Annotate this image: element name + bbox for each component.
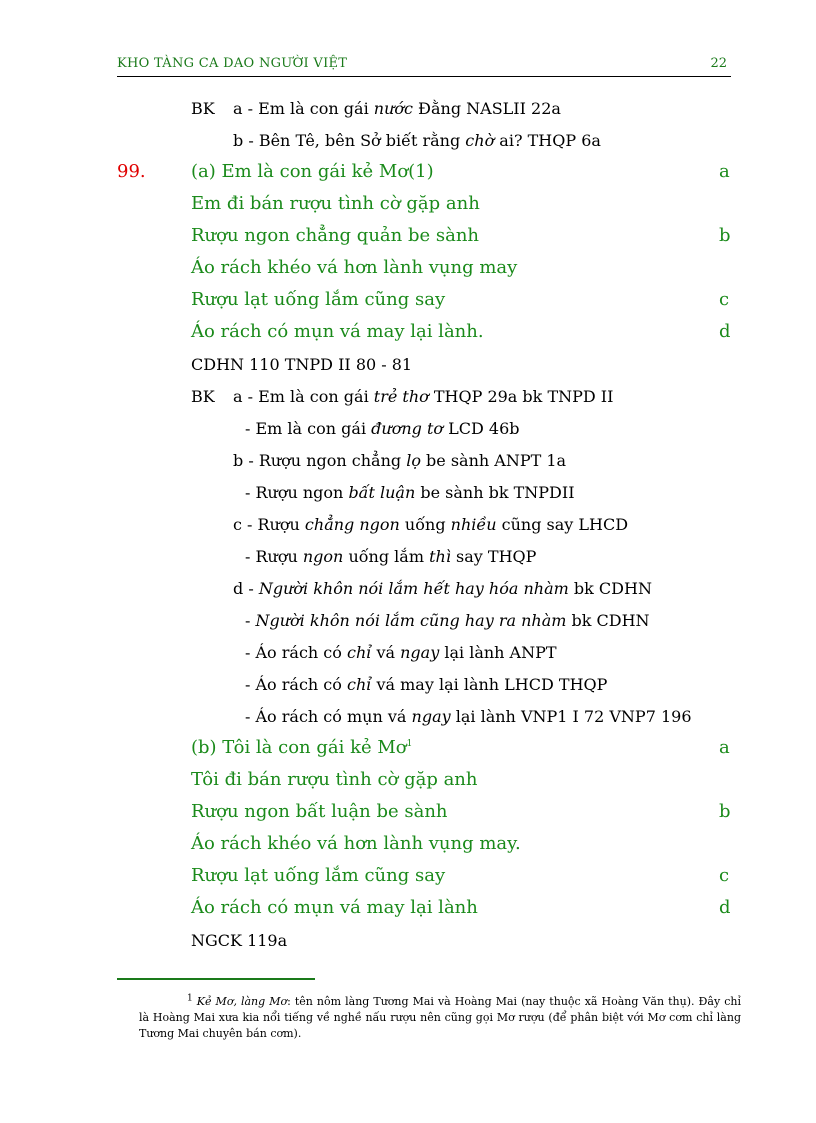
- source-ref: NGCK 119a: [191, 931, 288, 950]
- variant-line: - Rượu ngon bất luận be sành bk TNPDII: [245, 483, 575, 502]
- verse-mark: c: [719, 865, 730, 886]
- poem-line: Rượu lạt uống lắm cũng say: [191, 865, 446, 886]
- source-ref: CDHN 110 TNPD II 80 - 81: [191, 355, 413, 374]
- bk-label: BK: [191, 387, 215, 406]
- verse-mark: d: [719, 897, 731, 918]
- verse-mark: b: [719, 225, 731, 246]
- poem-line: Tôi đi bán rượu tình cờ gặp anh: [191, 769, 478, 790]
- poem-line: (b) Tôi là con gái kẻ $Mơ^1$: [191, 737, 413, 758]
- footnote-number: 1: [187, 993, 193, 1004]
- variant-line: - Em là con gái đương tơ LCD 46b: [245, 419, 520, 438]
- verse-mark: d: [719, 321, 731, 342]
- variant-line: c - Rượu chẳng ngon uống nhiều cũng say LHCD: [233, 515, 629, 534]
- poem-line: Áo rách khéo vá hơn lành vụng may: [191, 257, 518, 278]
- variant-line: a - Em là con gái nước Đằng NASLII 22a: [233, 99, 561, 118]
- footnote: [139, 994, 741, 1042]
- entry-number: 99.: [117, 161, 146, 182]
- page-number: 22: [710, 56, 727, 71]
- footnote-term: Kẻ Mơ, làng Mơ: [196, 995, 288, 1008]
- footnote-text: : tên nôm làng Tương Mai và Hoàng Mai (nay thuộc xã Hoàng Văn thụ). Đây chỉ là Hoàng Mai xưa kia nổi tiếng về nghề nấu rượu nên cũng gọi Mơ rượu (để phân biệt với Mơ cơm chỉ làng Tương Mai chuyên bán cơm).: [139, 995, 741, 1040]
- poem-line: Rượu lạt uống lắm cũng say: [191, 289, 446, 310]
- poem-line: Em đi bán rượu tình cờ gặp anh: [191, 193, 480, 214]
- verse-mark: a: [719, 161, 730, 182]
- poem-line: (a) Em là con gái kẻ Mơ(1): [191, 161, 434, 182]
- variant-line: - Áo rách có chỉ vá ngay lại lành ANPT: [245, 643, 557, 662]
- variant-line: - Áo rách có mụn vá ngay lại lành VNP1 I 72 VNP7 196: [245, 707, 692, 726]
- poem-line: Rượu ngon bất luận be sành: [191, 801, 448, 822]
- variant-line: - Rượu ngon uống lắm thì say THQP: [245, 547, 537, 566]
- variant-line: a - Em là con gái trẻ thơ THQP 29a bk TNPD II: [233, 387, 614, 406]
- footnote-divider: [117, 978, 315, 980]
- variant-line: b - Rượu ngon chẳng lọ be sành ANPT 1a: [233, 451, 567, 470]
- variant-line: - Áo rách có chỉ vá may lại lành LHCD THQP: [245, 675, 608, 694]
- variant-line: - Người khôn nói lắm cũng hay ra nhàm bk CDHN: [245, 611, 650, 630]
- variant-line: d - Người khôn nói lắm hết hay hóa nhàm bk CDHN: [233, 579, 652, 598]
- poem-line: Áo rách có mụn vá may lại lành: [191, 897, 478, 918]
- verse-mark: b: [719, 801, 731, 822]
- bk-label: BK: [191, 99, 215, 118]
- footnote-ref[interactable]: 1: [406, 739, 413, 749]
- book-title: KHO TÀNG CA DAO NGƯỜI VIỆT: [117, 56, 348, 71]
- page-header: [117, 56, 731, 77]
- poem-line: Áo rách có mụn vá may lại lành.: [191, 321, 484, 342]
- variant-line: b - Bên Tê, bên Sở biết rằng chờ ai? THQP 6a: [233, 131, 601, 150]
- poem-line: Áo rách khéo vá hơn lành vụng may.: [191, 833, 521, 854]
- verse-mark: a: [719, 737, 730, 758]
- verse-mark: c: [719, 289, 730, 310]
- poem-line: Rượu ngon chẳng quản be sành: [191, 225, 480, 246]
